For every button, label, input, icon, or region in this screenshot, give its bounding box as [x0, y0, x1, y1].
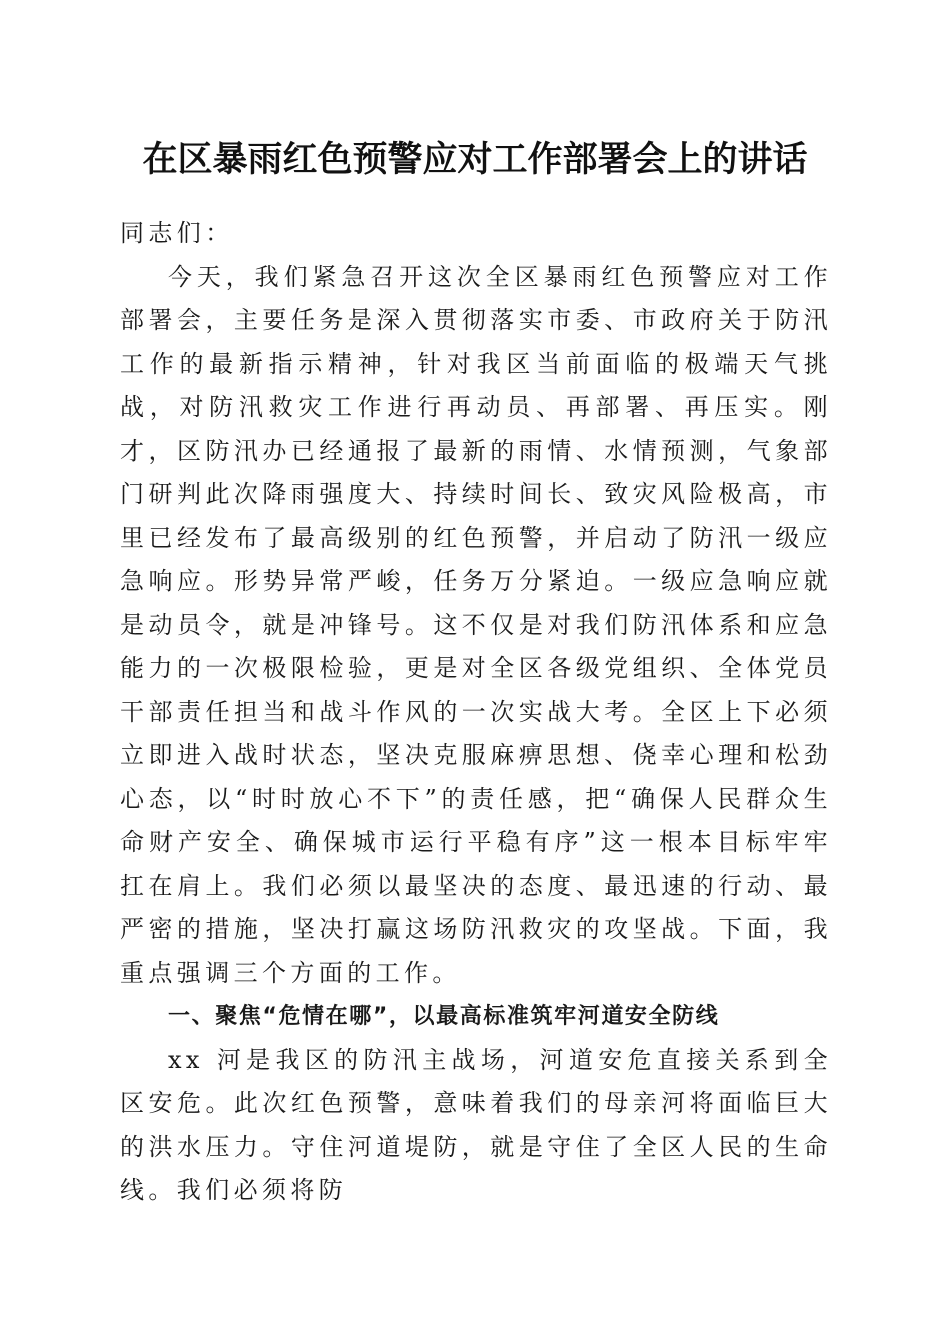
salutation: 同志们： — [120, 219, 234, 247]
document-body — [120, 212, 832, 1213]
section-paragraph: xx 河是我区的防汛主战场，河道安危直接关系到全区安危。此次红色预警，意味着我们的母亲河将面临巨大的洪水压力。守住河道堤防，就是守住了全区人民的生命线。我们必须将防 — [120, 1045, 832, 1204]
opening-paragraph: 今天，我们紧急召开这次全区暴雨红色预警应对工作部署会，主要任务是深入贯彻落实市委、市政府关于防汛工作的最新指示精神，针对我区当前面临的极端天气挑战，对防汛救灾工作进行再动员、再部署、再压实。刚才，区防汛办已经通报了最新的雨情、水情预测，气象部门研判此次降雨强度大、持续时间长、致灾风险极高，市里已经发布了最高级别的红色预警，并启动了防汛一级应急响应。形势异常严峻，任务万分紧迫。一级应急响应就是动员令，就是冲锋号。这不仅是对我们防汛体系和应急能力的一次极限检验，更是对全区各级党组织、全体党员干部责任担当和战斗作风的一次实战大考。全区上下必须立即进入战时状态，坚决克服麻痹思想、侥幸心理和松劲心态，以“时时放心不下”的责任感，把“确保人民群众生命财产安全、确保城市运行平稳有序”这一根本目标牢牢扛在肩上。我们必须以最坚决的态度、最迅速的行动、最严密的措施，坚决打赢这场防汛救灾的攻坚战。下面，我重点强调三个方面的工作。 — [120, 262, 832, 987]
section-heading: 一、聚焦“危情在哪”，以最高标准筑牢河道安全防线 — [168, 1004, 720, 1029]
document-title: 在区暴雨红色预警应对工作部署会上的讲话 — [142, 139, 808, 180]
